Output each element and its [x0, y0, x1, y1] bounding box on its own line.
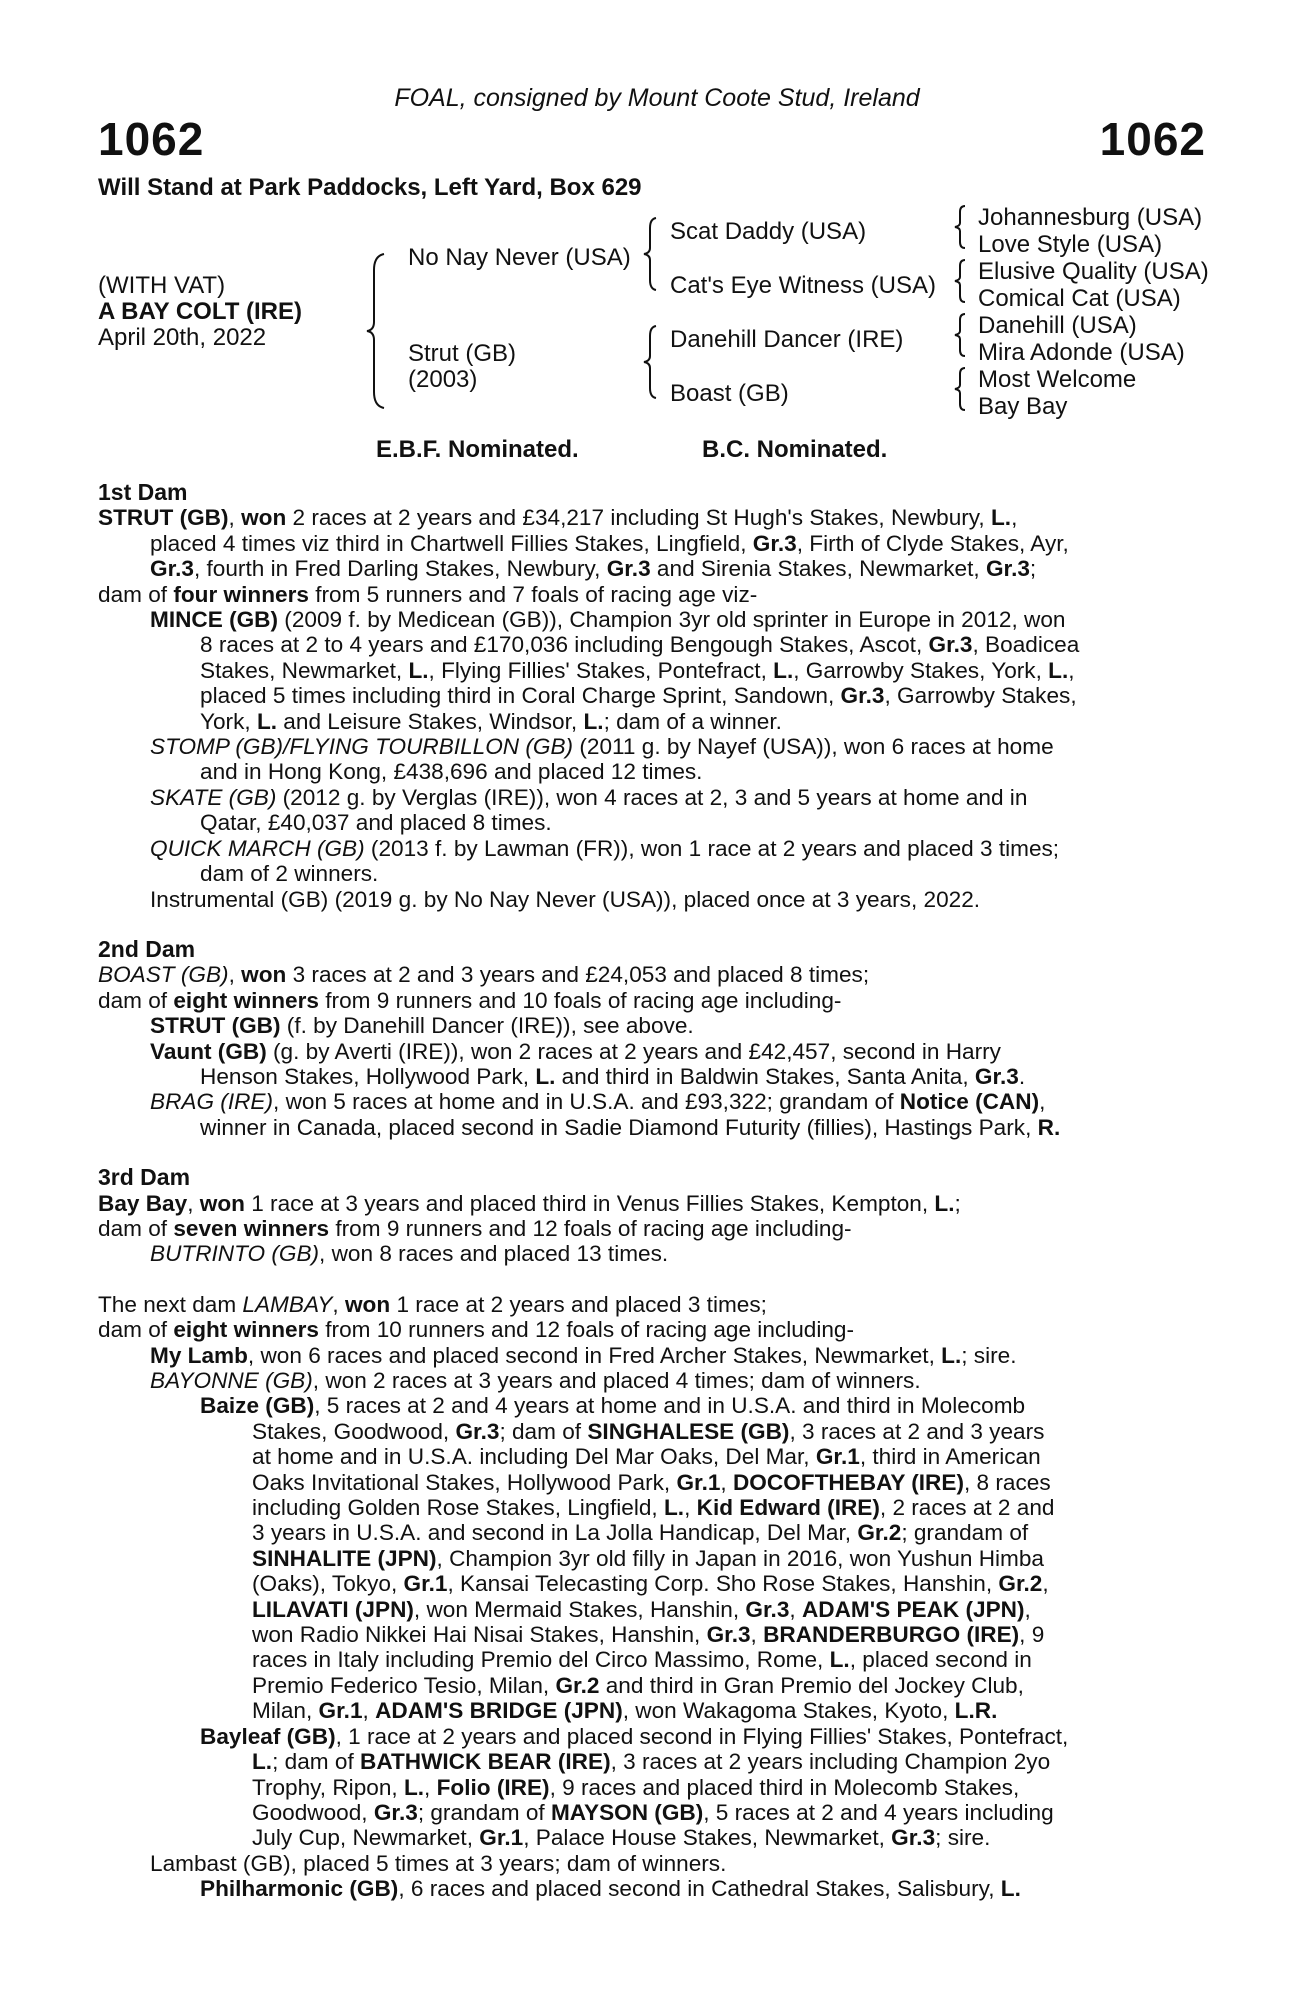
ebf-nomination: E.B.F. Nominated.	[376, 436, 579, 463]
second-dam-section: BOAST (GB), won 3 races at 2 and 3 years and £24,053 and placed 8 times; dam of eight winners from 9 runners and 10 foals of racing age including- STRUT (GB) (f. by Danehill Dancer (IRE)), see above. Vaunt (GB) (g. by Averti (IRE)), won 2 races at 2 years and £42,457, second in Harry Henson Stakes, Hollywood Park, L. and third in Baldwin Stakes, Santa Anita, Gr.3. BRAG (IRE), won 5 races at home and in U.S.A. and £93,322; grandam of Notice (CAN), winner in Canada, placed second in Sadie Diamond Futurity (fillies), Hastings Park, R.	[98, 962, 1061, 1140]
pedigree-dam-sire: Danehill Dancer (IRE)	[670, 326, 904, 353]
stand-location: Will Stand at Park Paddocks, Left Yard, Box 629	[98, 174, 642, 201]
pedigree-gen3-brace-1	[952, 204, 968, 250]
pedigree-dam-year: (2003)	[408, 366, 478, 393]
pedigree-gen3-3: Elusive Quality (USA)	[978, 258, 1209, 285]
pedigree-sire: No Nay Never (USA)	[408, 244, 631, 271]
pedigree-gen3-4: Comical Cat (USA)	[978, 285, 1181, 312]
lot-number-right: 1062	[1099, 113, 1206, 165]
pedigree-gen3-2: Love Style (USA)	[978, 231, 1163, 258]
first-dam-heading: 1st Dam	[98, 479, 188, 505]
pedigree-gen3-1: Johannesburg (USA)	[978, 204, 1203, 231]
pedigree-gen3-brace-3	[952, 312, 968, 358]
first-dam-section: STRUT (GB), won 2 races at 2 years and £34,217 including St Hugh's Stakes, Newbury, L., placed 4 times viz third in Chartwell Fillies Stakes, Lingfield, Gr.3, Firth of Clyde Stakes, Ayr, Gr.3, fourth in Fred Darling Stakes, Newbury, Gr.3 and Sirenia Stakes, Newmarket, Gr.3; dam of four winners from 5 runners and 7 foals of racing age viz- MINCE (GB) (2009 f. by Medicean (GB)), Champion 3yr old sprinter in Europe in 2012, won 8 races at 2 to 4 years and £170,036 including Bengough Stakes, Ascot, Gr.3, Boadicea Stakes, Newmarket, L., Flying Fillies' Stakes, Pontefract, L., Garrowby Stakes, York, L., placed 5 times including third in Coral Charge Sprint, Sandown, Gr.3, Garrowby Stakes, York, L. and Leisure Stakes, Windsor, L.; dam of a winner. STOMP (GB)/FLYING TOURBILLON (GB) (2011 g. by Nayef (USA)), won 6 races at home and in Hong Kong, £438,696 and placed 12 times. SKATE (GB) (2012 g. by Verglas (IRE)), won 4 races at 2, 3 and 5 years at home and in Qatar, £40,037 and placed 8 times. QUICK MARCH (GB) (2013 f. by Lawman (FR)), won 1 race at 2 years and placed 3 times; dam of 2 winners. Instrumental (GB) (2019 g. by No Nay Never (USA)), placed once at 3 years, 2022.	[98, 505, 1080, 912]
pedigree-gen3-8: Bay Bay	[978, 393, 1068, 420]
pedigree-main-brace	[364, 252, 388, 410]
bc-nomination: B.C. Nominated.	[702, 436, 888, 463]
catalogue-body	[98, 480, 1205, 1902]
pedigree-dam-brace	[640, 324, 660, 400]
third-dam-heading: 3rd Dam	[98, 1164, 191, 1191]
third-dam-section: Bay Bay, won 1 race at 3 years and placed third in Venus Fillies Stakes, Kempton, L.; dam of seven winners from 9 runners and 12 foals of racing age including- BUTRINTO (GB), won 8 races and placed 13 times.	[98, 1190, 961, 1267]
pedigree-gen3-brace-4	[952, 366, 968, 412]
next-dam-section: The next dam LAMBAY, won 1 race at 2 years and placed 3 times; dam of eight winners from 10 runners and 12 foals of racing age including- My Lamb, won 6 races and placed second in Fred Archer Stakes, Newmarket, L.; sire. BAYONNE (GB), won 2 races at 3 years and placed 4 times; dam of winners. Baize (GB), 5 races at 2 and 4 years at home and in U.S.A. and third in Molecomb Stakes, Goodwood, Gr.3; dam of SINGHALESE (GB), 3 races at 2 and 3 years at home and in U.S.A. including Del Mar Oaks, Del Mar, Gr.1, third in American Oaks Invitational Stakes, Hollywood Park, Gr.1, DOCOFTHEBAY (IRE), 8 races including Golden Rose Stakes, Lingfield, L., Kid Edward (IRE), 2 races at 2 and 3 years in U.S.A. and second in La Jolla Handicap, Del Mar, Gr.2; grandam of SINHALITE (JPN), Champion 3yr old filly in Japan in 2016, won Yushun Himba (Oaks), Tokyo, Gr.1, Kansai Telecasting Corp. Sho Rose Stakes, Hanshin, Gr.2, LILAVATI (JPN), won Mermaid Stakes, Hanshin, Gr.3, ADAM'S PEAK (JPN), won Radio Nikkei Hai Nisai Stakes, Hanshin, Gr.3, BRANDERBURGO (IRE), 9 races in Italy including Premio del Circo Massimo, Rome, L., placed second in Premio Federico Tesio, Milan, Gr.2 and third in Gran Premio del Jockey Club, Milan, Gr.1, ADAM'S BRIDGE (JPN), won Wakagoma Stakes, Kyoto, L.R. Bayleaf (GB), 1 race at 2 years and placed second in Flying Fillies' Stakes, Pontefract, L.; dam of BATHWICK BEAR (IRE), 3 races at 2 years including Champion 2yo Trophy, Ripon, L., Folio (IRE), 9 races and placed third in Molecomb Stakes, Goodwood, Gr.3; grandam of MAYSON (GB), 5 races at 2 and 4 years including July Cup, Newmarket, Gr.1, Palace House Stakes, Newmarket, Gr.3; sire. Lambast (GB), placed 5 times at 3 years; dam of winners. Philharmonic (GB), 6 races and placed second in Cathedral Stakes, Salisbury, L.	[98, 1291, 1069, 1902]
horse-name: A BAY COLT (IRE)	[98, 298, 303, 325]
second-dam-heading: 2nd Dam	[98, 935, 196, 962]
lot-number-left: 1062	[98, 113, 205, 165]
pedigree-sire-brace	[640, 216, 660, 292]
pedigree-dam-dam: Boast (GB)	[670, 380, 789, 407]
pedigree-sire-sire: Scat Daddy (USA)	[670, 218, 867, 245]
pedigree-dam: Strut (GB)	[408, 340, 517, 367]
pedigree-gen3-5: Danehill (USA)	[978, 312, 1137, 339]
horse-dob: April 20th, 2022	[98, 324, 267, 351]
pedigree-sire-dam: Cat's Eye Witness (USA)	[670, 272, 936, 299]
vat-note: (WITH VAT)	[98, 272, 226, 299]
pedigree-gen3-7: Most Welcome	[978, 366, 1137, 393]
pedigree-gen3-6: Mira Adonde (USA)	[978, 339, 1185, 366]
pedigree-gen3-brace-2	[952, 258, 968, 304]
consignment-line: FOAL, consigned by Mount Coote Stud, Ireland	[394, 84, 920, 112]
